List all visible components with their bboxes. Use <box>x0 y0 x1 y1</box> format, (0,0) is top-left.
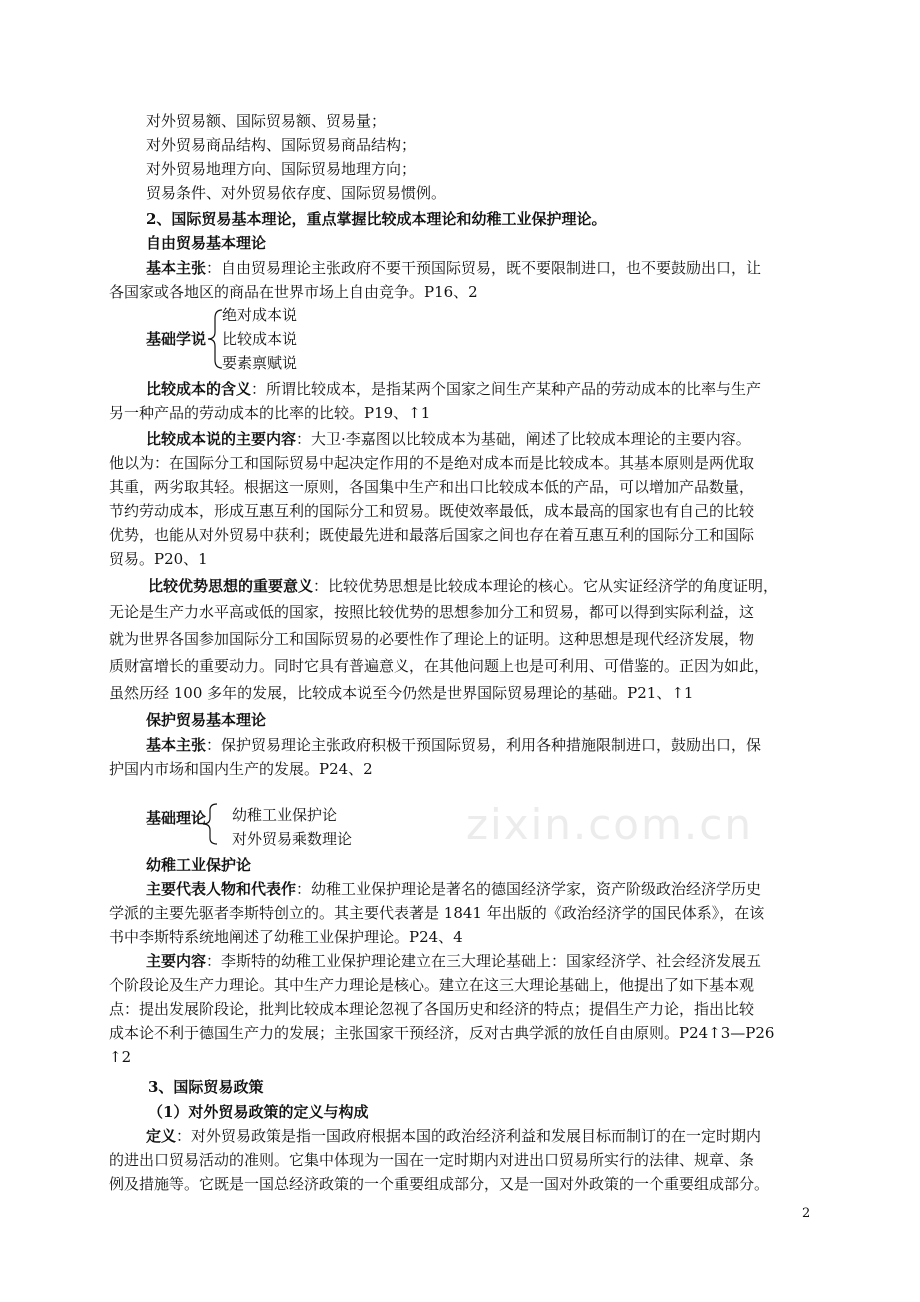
paragraph-line: 例及措施等。它既是一国总经济政策的一个重要组成部分，又是一国对外政策的一个重要组成部分。 <box>109 1175 770 1193</box>
subsection-title: 保护贸易基本理论 <box>146 711 267 729</box>
paragraph-line <box>146 377 761 401</box>
watermark: zixin.com.cn <box>466 800 753 849</box>
brace-item: 要素禀赋说 <box>222 354 298 372</box>
paragraph-line: 学派的主要先驱者李斯特创立的。其主要代表著是 1841 年出版的《政治经济学的国民体系》，在该 <box>109 904 765 922</box>
term-label: 比较优势思想的重要意义 <box>148 577 314 595</box>
paragraph-line: 个阶段论及生产力理论。其中生产力理论是核心。建立在这三大理论基础上，他提出了如下基本观 <box>109 976 755 994</box>
paragraph-line: 质财富增长的重要动力。同时它具有普遍意义，在其他问题上也是可利用、可借鉴的。正因为如此， <box>109 657 770 675</box>
paragraph-line: 成本论不利于德国生产力的发展；主张国家干预经济，反对古典学派的放任自由原则。P24↑3—P26 <box>109 1024 775 1042</box>
paragraph-line: 贸易。P20、1 <box>109 550 208 568</box>
paragraph-line <box>146 256 761 280</box>
paragraph-line <box>146 877 761 901</box>
brace-label: 基础理论 <box>146 809 207 827</box>
paragraph-text: ：自由贸易理论主张政府不要干预国际贸易，既不要限制进口，也不要鼓励出口，让 <box>206 259 762 277</box>
paragraph-line <box>146 949 761 973</box>
subsection-title: 幼稚工业保护论 <box>146 856 252 874</box>
term-label: 基本主张 <box>146 736 207 754</box>
subsection-title: 自由贸易基本理论 <box>146 234 267 252</box>
brace-label: 基础学说 <box>146 330 207 348</box>
paragraph-line <box>148 573 778 599</box>
list-item: 对外贸易额、国际贸易额、贸易量； <box>146 112 387 130</box>
paragraph-line <box>146 427 751 451</box>
paragraph-line: 另一种产品的劳动成本的比率的比较。P19、↑1 <box>109 404 431 422</box>
paragraph-line: ↑2 <box>109 1048 132 1066</box>
list-item: 贸易条件、对外贸易依存度、国际贸易惯例。 <box>146 184 447 202</box>
paragraph-text: ：大卫·李嘉图以比较成本为基础，阐述了比较成本理论的主要内容。 <box>296 430 751 448</box>
page-number: 2 <box>802 1206 811 1221</box>
section-heading: 2、国际贸易基本理论，重点掌握比较成本理论和幼稚工业保护理论。 <box>146 210 607 228</box>
paragraph-text: ：对外贸易政策是指一国政府根据本国的政治经济利益和发展目标而制订的在一定时期内 <box>176 1127 762 1145</box>
brace-item: 幼稚工业保护论 <box>232 806 338 824</box>
paragraph-line: 其重，两劣取其轻。根据这一原则，各国集中生产和出口比较成本低的产品，可以增加产品数量， <box>109 478 755 496</box>
brace-item: 比较成本说 <box>222 330 298 348</box>
term-label: 定义 <box>146 1127 177 1145</box>
list-item: 对外贸易地理方向、国际贸易地理方向； <box>146 160 417 178</box>
paragraph-line: 各国家或各地区的商品在世界市场上自由竞争。P16、2 <box>109 283 478 301</box>
paragraph-text: ：幼稚工业保护理论是著名的德国经济学家，资产阶级政治经济学历史 <box>296 880 762 898</box>
term-label: 基本主张 <box>146 259 207 277</box>
paragraph-text: ：所谓比较成本，是指某两个国家之间生产某种产品的劳动成本的比率与生产 <box>251 380 762 398</box>
paragraph-line: 护国内市场和国内生产的发展。P24、2 <box>109 760 373 778</box>
paragraph-line: 点：提出发展阶段论，批判比较成本理论忽视了各国历史和经济的特点；提倡生产力论，指出比较 <box>109 1000 755 1018</box>
brace-icon <box>200 800 220 848</box>
paragraph-line: 他以为：在国际分工和国际贸易中起决定作用的不是绝对成本而是比较成本。其基本原则是两优取 <box>109 454 755 472</box>
paragraph-line: 优势，也能从对外贸易中获利；既使最先进和最落后国家之间也存在着互惠互利的国际分工和国际 <box>109 526 755 544</box>
paragraph-text: ：比较优势思想是比较成本理论的核心。它从实证经济学的角度证明， <box>313 577 779 595</box>
term-label: 比较成本说的主要内容 <box>146 430 297 448</box>
paragraph-text: ：李斯特的幼稚工业保护理论建立在三大理论基础上：国家经济学、社会经济发展五 <box>206 952 762 970</box>
paragraph-line <box>146 1124 761 1148</box>
list-item: 对外贸易商品结构、国际贸易商品结构； <box>146 136 417 154</box>
paragraph-line: 就为世界各国参加国际分工和国际贸易的必要性作了理论上的证明。这种思想是现代经济发展，物 <box>109 630 755 648</box>
subsection-title: （1）对外贸易政策的定义与构成 <box>148 1103 369 1121</box>
paragraph-line: 虽然历经 100 多年的发展，比较成本说至今仍然是世界国际贸易理论的基础。P21、↑1 <box>109 684 694 702</box>
term-label: 主要代表人物和代表作 <box>146 880 297 898</box>
paragraph-line: 书中李斯特系统地阐述了幼稚工业保护理论。P24、4 <box>109 928 463 946</box>
paragraph-line: 无论是生产力水平高或低的国家，按照比较优势的思想参加分工和贸易，都可以得到实际利益，这 <box>109 603 755 621</box>
term-label: 主要内容 <box>146 952 207 970</box>
paragraph-line: 节约劳动成本，形成互惠互利的国际分工和贸易。既使效率最低，成本最高的国家也有自己的比较 <box>109 502 755 520</box>
paragraph-line <box>146 733 761 757</box>
paragraph-line: 的进出口贸易活动的准则。它集中体现为一国在一定时期内对进出口贸易所实行的法律、规章、条 <box>109 1151 755 1169</box>
term-label: 比较成本的含义 <box>146 380 252 398</box>
brace-item: 对外贸易乘数理论 <box>232 830 353 848</box>
brace-item: 绝对成本说 <box>222 306 298 324</box>
section-heading: 3、国际贸易政策 <box>148 1078 264 1096</box>
paragraph-text: ：保护贸易理论主张政府积极干预国际贸易，利用各种措施限制进口，鼓励出口，保 <box>206 736 762 754</box>
